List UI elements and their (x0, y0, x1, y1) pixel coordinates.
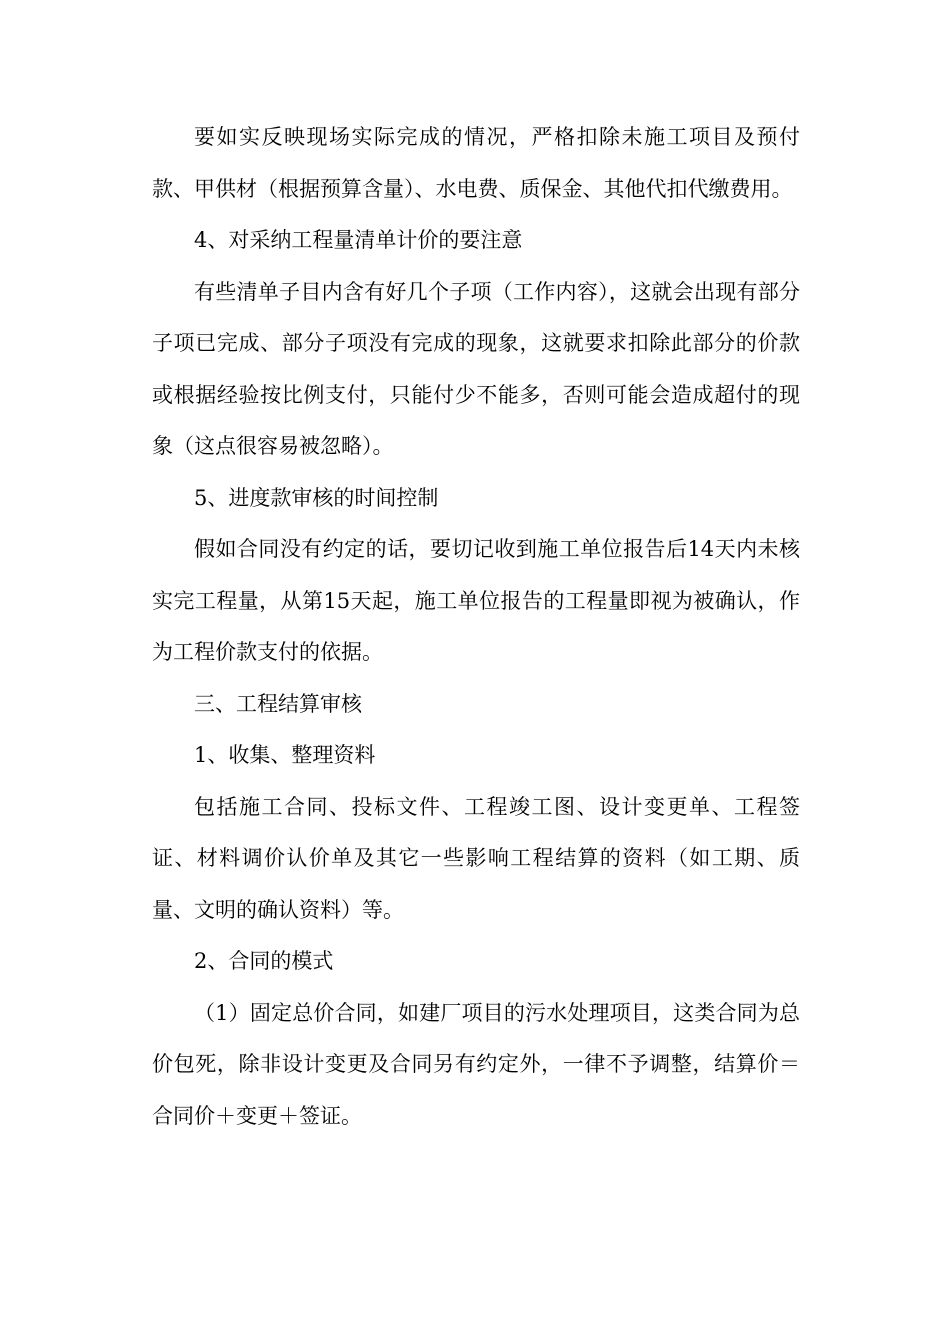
heading-time-control: 5、进度款审核的时间控制 (194, 485, 439, 510)
paragraph-bill-of-quantities: 有些清单子目内含有好几个子项（工作内容），这就会出现有部分子项已完成、部分子项没有完成的现象，这就要求扣除此部分的价款或根据经验按比例支付，只能付少不能多，否则可能会造成超付的现象（这点很容易被忽略）。 (152, 279, 800, 458)
heading-bill-of-quantities: 4、对采纳工程量清单计价的要注意 (194, 228, 523, 252)
heading-collect-materials: 1、收集、整理资料 (194, 743, 376, 767)
paragraph-fixed-price-contract: （1）固定总价合同，如建厂项目的污水处理项目，这类合同为总价包死，除非设计变更及合同另有约定外，一律不予调整，结算价＝合同价＋变更＋签证。 (152, 1000, 800, 1128)
document-body (152, 112, 800, 1142)
paragraph-time-control: 假如合同没有约定的话，要切记收到施工单位报告后14天内未核实完工程量，从第15天起，施工单位报告的工程量即视为被确认，作为工程价款支付的依据。 (152, 537, 800, 664)
heading-contract-mode: 2、合同的模式 (194, 949, 334, 973)
paragraph-progress-payment-deductions: 要如实反映现场实际完成的情况，严格扣除未施工项目及预付款、甲供材（根据预算含量）、水电费、质保金、其他代扣代缴费用。 (152, 125, 800, 201)
heading-settlement-audit: 三、工程结算审核 (194, 691, 362, 716)
paragraph-collect-materials: 包括施工合同、投标文件、工程竣工图、设计变更单、工程签证、材料调价认价单及其它一些影响工程结算的资料（如工期、质量、文明的确认资料）等。 (152, 794, 800, 922)
